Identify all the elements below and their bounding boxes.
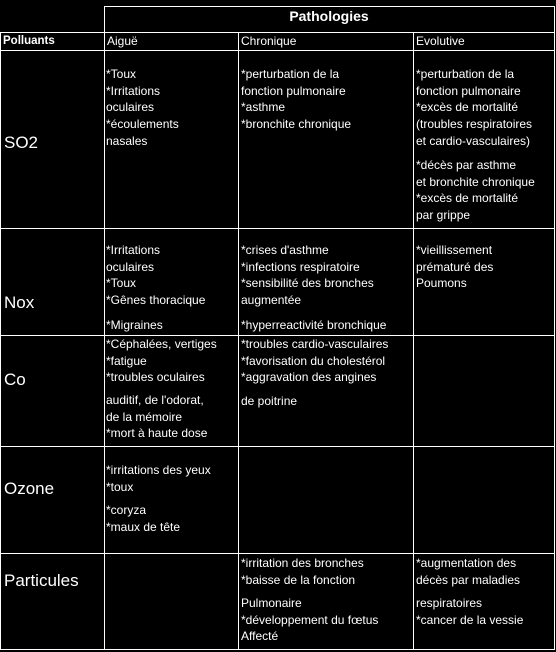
chronic-text: *favorisation du cholestérol <box>241 353 386 368</box>
chronic-text: *aggravation des angines <box>241 370 377 385</box>
acute-text: *Migraines <box>106 318 163 332</box>
chronic-text: Pulmonaire <box>241 596 302 610</box>
evolutive-text: fonction pulmonaire <box>416 83 521 98</box>
chronic-text: *baisse de la fonction <box>241 572 356 587</box>
chronic-text: *asthme <box>241 100 286 115</box>
acute-text: auditif, de l'odorat, <box>106 393 204 407</box>
acute-text: *toux <box>106 479 134 494</box>
evolutive-text: (troubles respiratoires <box>416 117 533 132</box>
body-cell <box>0 228 105 336</box>
acute-text: *Toux <box>106 67 137 81</box>
chronic-text: *bronchite chronique <box>241 117 352 132</box>
chronic-text: *hyperreactivité bronchique <box>241 318 387 332</box>
pollutant-ozone: Ozone <box>4 479 55 498</box>
evolutive-text: *cancer de la vessie <box>416 612 524 627</box>
chronic-text: de poitrine <box>241 394 298 408</box>
acute-text: oculaires <box>106 100 155 115</box>
chronic-text: *perturbation de la <box>241 67 340 81</box>
body-cell <box>238 446 414 554</box>
chronic-text: *sensibilité des bronches <box>241 276 374 291</box>
chronic-text: *crises d'asthme <box>241 243 329 257</box>
acute-text: *écoulements <box>106 117 179 132</box>
chronic-text: fonction pulmonaire <box>241 83 346 98</box>
acute-text: *maux de tête <box>106 519 181 534</box>
evolutive-text: Poumons <box>416 276 467 291</box>
acute-text: *mort à haute dose <box>106 426 208 441</box>
evolutive-text: et bronchite chronique <box>416 174 535 189</box>
acute-text: *Irritations <box>106 243 161 257</box>
body-cell <box>104 553 239 650</box>
evolutive-text: *décès par asthme <box>416 158 517 172</box>
evolutive-text: prématuré des <box>416 259 494 274</box>
chronic-text: *troubles cardio-vasculaires <box>241 337 389 351</box>
acute-text: de la mémoire <box>106 409 183 424</box>
acute-text: *fatigue <box>106 353 147 368</box>
table-title: Pathologies <box>289 8 369 24</box>
evolutive-text: *excès de mortalité <box>416 191 519 206</box>
acute-text: oculaires <box>106 259 155 274</box>
header-chronic: Chronique <box>241 34 297 48</box>
chronic-text: *infections respiratoire <box>241 259 360 274</box>
pollutant-nox: Nox <box>4 293 35 312</box>
chronic-text: *développement du fœtus <box>241 612 379 627</box>
chronic-text: augmentée <box>241 293 302 308</box>
body-cell <box>0 335 105 447</box>
acute-text: *irritations des yeux <box>106 463 211 477</box>
acute-text: *Toux <box>106 276 137 291</box>
chronic-text: Affecté <box>241 629 279 644</box>
body-cell <box>413 446 555 554</box>
acute-text: *troubles oculaires <box>106 370 205 385</box>
body-cell <box>0 553 105 650</box>
evolutive-text: *excès de mortalité <box>416 100 519 115</box>
evolutive-text: et cardio-vasculaires) <box>416 133 531 148</box>
body-cell <box>0 446 105 554</box>
header-evolutive: Evolutive <box>416 34 465 48</box>
header-acute: Aiguë <box>107 34 138 48</box>
acute-text: *coryza <box>106 503 147 517</box>
evolutive-text: respiratoires <box>416 596 483 610</box>
evolutive-text: *augmentation des <box>416 556 517 570</box>
acute-text: *Céphalées, vertiges <box>106 337 217 351</box>
chronic-text: *irritation des bronches <box>241 556 364 570</box>
pollutant-co: Co <box>4 370 26 389</box>
acute-text: nasales <box>106 133 148 148</box>
pollutant-so2: SO2 <box>4 133 39 152</box>
evolutive-text: par grippe <box>416 208 471 223</box>
acute-text: *Irritations <box>106 83 161 98</box>
evolutive-text: *vieillissement <box>416 243 493 257</box>
header-pollutants: Polluants <box>3 35 55 47</box>
evolutive-text: *perturbation de la <box>416 67 515 81</box>
evolutive-text: décès par maladies <box>416 572 521 587</box>
body-cell <box>413 335 555 447</box>
acute-text: *Gênes thoracique <box>106 293 206 308</box>
pollutant-particules: Particules <box>4 571 79 590</box>
